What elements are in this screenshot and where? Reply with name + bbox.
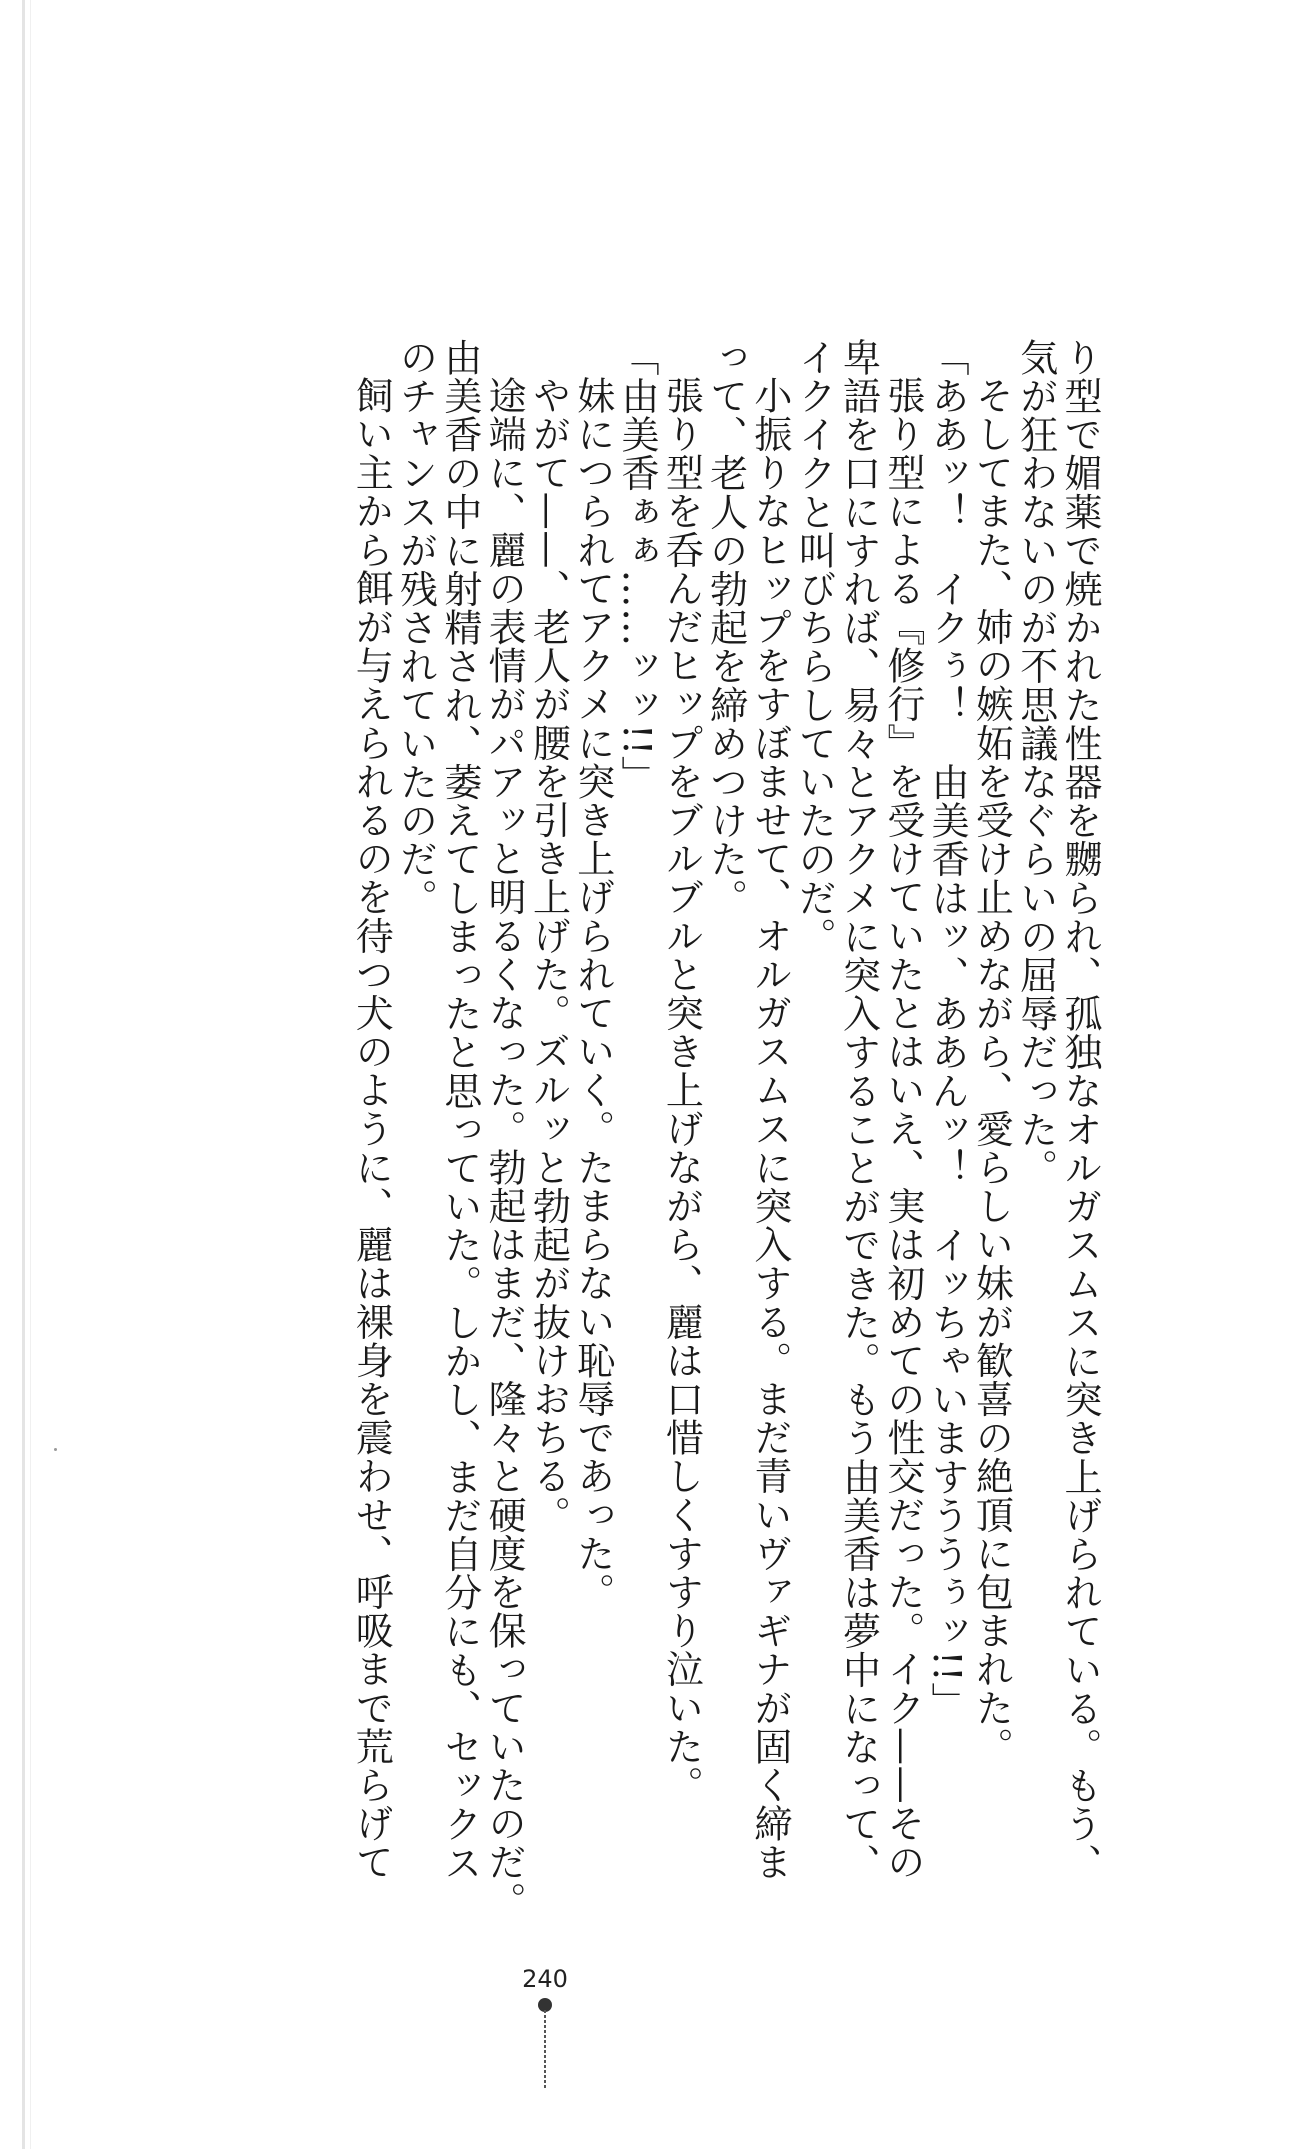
- text-line: 張り型による『修行』を受けていたとはいえ、実は初めての性交だった。イク——その: [880, 376, 925, 1882]
- text-line: 妹につられてアクメに突き上げられていく。たまらない恥辱であった。: [570, 376, 615, 1612]
- page-number: 240: [522, 1965, 568, 1993]
- text-line: 小振りなヒップをすぼませて、オルガスムスに突入する。まだ青いヴァギナが固く締ま: [747, 376, 792, 1882]
- text-line: 途端に、麗の表情がパアッと明るくなった。勃起はまだ、隆々と硬度を保っていたのだ。: [482, 376, 527, 1920]
- text-line: 張り型を呑んだヒップをブルブルと突き上げながら、麗は口惜しくすすり泣いた。: [659, 376, 704, 1805]
- text-line: そしてまた、姉の嫉妬を受け止めながら、愛らしい妹が歓喜の絶頂に包まれた。: [969, 376, 1014, 1766]
- text-line: 卑語を口にすれば、易々とアクメに突入することができた。もう由美香は夢中になって、: [836, 338, 881, 1882]
- bookmark-ribbon-string: [544, 2010, 546, 2090]
- scan-speck: [54, 1448, 57, 1451]
- text-line: 飼い主から餌が与えられるのを待つ犬のように、麗は裸身を震わせ、呼吸まで荒らげて: [349, 376, 394, 1882]
- text-line: 「由美香ぁぁ……ッッ!!」: [615, 338, 660, 795]
- page-binding-edge: [22, 0, 25, 2149]
- text-line: イクイクと叫びちらしていたのだ。: [792, 338, 837, 956]
- text-line: のチャンスが残されていたのだ。: [393, 338, 438, 917]
- vertical-text-body: [349, 338, 1102, 1920]
- text-line: 「ああッ！ イクぅ！ 由美香はッ、ああんッ！ イッちゃいますううぅッ!!」: [925, 338, 970, 1721]
- page-binding-edge-inner: [30, 0, 31, 2149]
- text-line: り型で媚薬で焼かれた性器を嬲られ、孤独なオルガスムスに突き上げられている。もう、: [1058, 338, 1102, 1882]
- text-line: やがて——、老人が腰を引き上げた。ズルッと勃起が抜けおちる。: [526, 376, 571, 1534]
- text-line: 由美香の中に射精され、萎えてしまったと思っていた。しかし、まだ自分にも、セックス: [437, 338, 482, 1882]
- text-line: って、老人の勃起を締めつけた。: [703, 338, 748, 917]
- text-line: 気が狂わないのが不思議なぐらいの屈辱だった。: [1013, 338, 1058, 1188]
